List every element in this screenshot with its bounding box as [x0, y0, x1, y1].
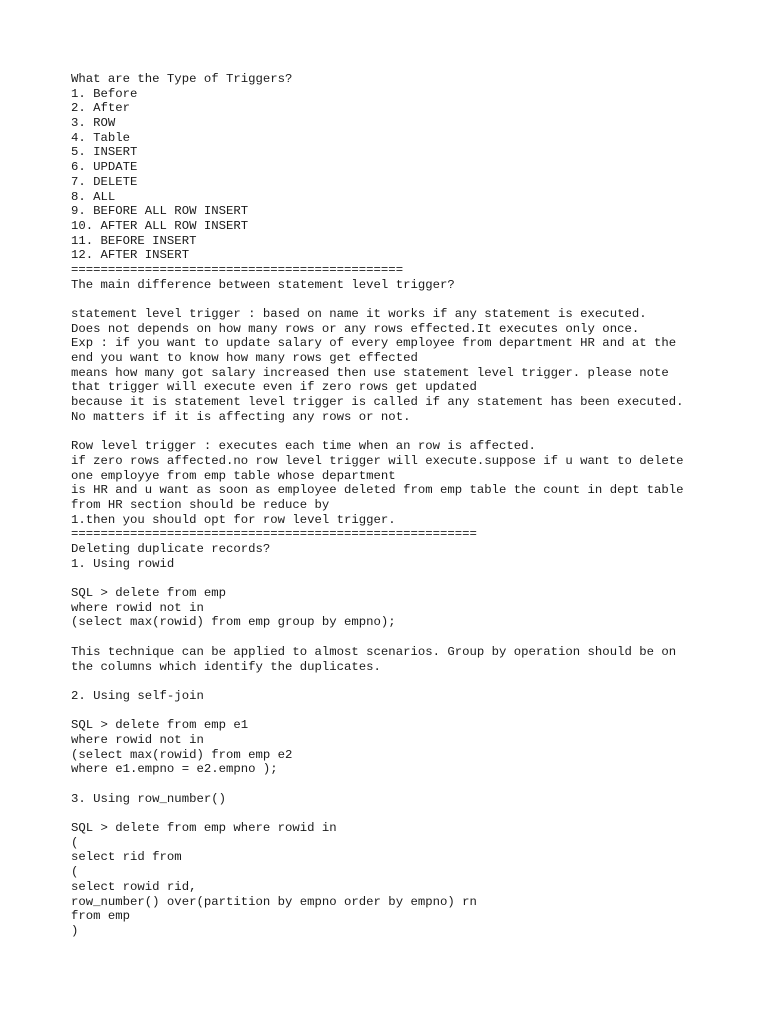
text-line: Deleting duplicate records? — [71, 542, 271, 556]
text-line: 7. DELETE — [71, 174, 138, 189]
text-line: What are the Type of Triggers? — [71, 72, 293, 86]
text-line: if zero rows affected.no row level trigger will execute.suppose if u want to delete — [71, 453, 684, 468]
text-line: 12. AFTER INSERT — [71, 248, 190, 263]
text-line: SQL > delete from emp — [71, 586, 226, 601]
text-line: 9. BEFORE ALL ROW INSERT — [71, 204, 249, 219]
text-line: Exp : if you want to update salary of every employee from department HR and at the — [71, 336, 677, 351]
text-line: (select max(rowid) from emp e2 — [71, 747, 293, 762]
text-line: No matters if it is affecting any rows or not. — [71, 409, 411, 424]
blank-line — [71, 630, 751, 645]
blank-line — [71, 704, 751, 719]
text-line: where rowid not in — [71, 600, 204, 615]
text-line: SQL > delete from emp e1 — [71, 718, 249, 733]
text-line: the columns which identify the duplicates. — [71, 659, 381, 674]
text-line: 3. ROW — [71, 116, 116, 131]
text-line: 5. INSERT — [71, 145, 138, 160]
document-page — [71, 72, 751, 939]
text-line: 11. BEFORE INSERT — [71, 233, 197, 248]
text-line: This technique can be applied to almost scenarios. Group by operation should be on — [71, 644, 677, 659]
text-line: 2. After — [71, 101, 131, 116]
text-line: where e1.empno = e2.empno ); — [71, 762, 278, 777]
text-line: The main difference between statement level trigger? — [71, 277, 455, 292]
text-line: ======================================================= — [71, 527, 477, 542]
text-line: one employye from emp table whose department — [71, 468, 396, 483]
blank-line — [71, 674, 751, 689]
blank-line — [71, 806, 751, 821]
text-line: 6. UPDATE — [71, 160, 138, 175]
text-line: row_number() over(partition by empno order by empno) rn — [71, 894, 477, 909]
text-line: 4. Table — [71, 130, 131, 145]
text-line: ============================================= — [71, 262, 404, 277]
text-line: Row level trigger : executes each time when an row is affected. — [71, 439, 536, 454]
text-line: from emp — [71, 909, 131, 924]
blank-line — [71, 777, 751, 792]
text-line: because it is statement level trigger is called if any statement has been executed. — [71, 395, 684, 410]
text-line: ( — [71, 835, 79, 850]
text-line: 10. AFTER ALL ROW INSERT — [71, 218, 249, 233]
text-line: Does not depends on how many rows or any rows effected.It executes only once. — [71, 321, 640, 336]
text-line: 1. Using rowid — [71, 556, 175, 571]
blank-line — [71, 425, 751, 440]
text-line: 3. Using row_number() — [71, 791, 226, 806]
text-line: 2. Using self-join — [71, 688, 204, 703]
text-line: SQL > delete from emp where rowid in — [71, 821, 337, 836]
blank-line — [71, 292, 751, 307]
text-line: ( — [71, 865, 79, 880]
text-line: 8. ALL — [71, 189, 116, 204]
text-line: from HR section should be reduce by — [71, 497, 330, 512]
text-line: where rowid not in — [71, 732, 204, 747]
text-line: select rowid rid, — [71, 879, 197, 894]
text-line: end you want to know how many rows get effected — [71, 351, 418, 366]
text-line: 1. Before — [71, 86, 138, 101]
blank-line — [71, 571, 751, 586]
text-line: (select max(rowid) from emp group by empno); — [71, 615, 396, 630]
text-line: is HR and u want as soon as employee deleted from emp table the count in dept table — [71, 483, 684, 498]
text-line: ) — [71, 923, 79, 938]
text-line: 1.then you should opt for row level trigger. — [71, 512, 396, 527]
text-line: statement level trigger : based on name it works if any statement is executed. — [71, 307, 647, 321]
text-line: that trigger will execute even if zero rows get updated — [71, 380, 477, 395]
text-line: means how many got salary increased then use statement level trigger. please note — [71, 365, 669, 380]
text-line: select rid from — [71, 850, 182, 865]
